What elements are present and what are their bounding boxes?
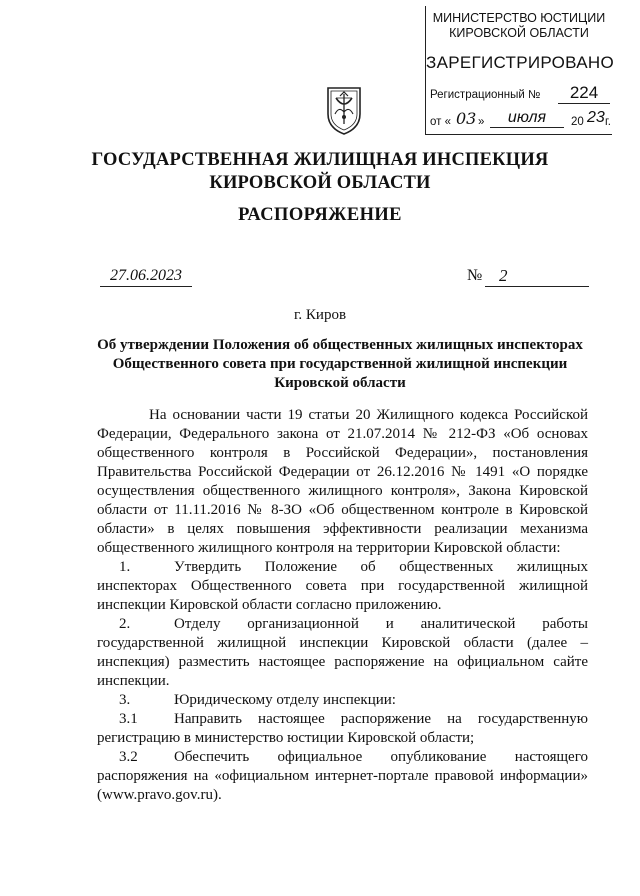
clause-number: 3.1: [119, 711, 138, 727]
clause-text: Юридическому отделу инспекции:: [174, 692, 396, 708]
clause-text: Обеспечить официальное опубликование настоящего распоряжения на «официальном интернет-портале правовой информации» (www.pravo.gov.ru).: [97, 749, 588, 803]
preamble-paragraph: На основании части 19 статьи 20 Жилищного кодекса Российской Федерации, Федерального закона от 21.07.2014 № 212-ФЗ «Об основах общественного контроля в Российской Федерации», постановления Правительства Российской Федерации от 26.12.2016 № 1491 «О порядке осуществления общественного жилищного контроля», Закона Кировской области от 11.11.2016 № 8-ЗО «Об общественном контроле в Кировской области» в целях повышения эффективности реализации механизма общественного жилищного контроля на территории Кировской области:: [97, 407, 588, 556]
registration-stamp: [425, 6, 612, 135]
stamp-date-mid: »: [478, 116, 485, 128]
doc-date: 27.06.2023: [100, 266, 192, 287]
city-line: г. Киров: [293, 307, 347, 323]
clause-text: Отделу организационной и аналитической работы государственной жилищной инспекции Кировской области (далее – инспекция) разместить настоящее распоряжение на официальном сайте инспекции.: [97, 616, 588, 689]
stamp-date-prefix: от «: [430, 116, 452, 128]
stamp-region-line: КИРОВСКОЙ ОБЛАСТИ: [449, 26, 589, 40]
coat-of-arms-icon: [322, 84, 366, 136]
clause-1: [97, 558, 588, 615]
stamp-year-suffix: 23: [587, 109, 605, 126]
clause-number: 2.: [119, 616, 131, 632]
document-body: [97, 406, 588, 805]
clause-2: [97, 615, 588, 691]
clause-text: Направить настоящее распоряжение на государственную регистрацию в министерство юстиции Кировской области;: [97, 711, 588, 746]
stamp-date-day: 03: [456, 109, 477, 128]
stamp-date-month: июля: [490, 109, 564, 128]
doc-number-sign: №: [467, 267, 483, 284]
clause-3-1: [97, 710, 588, 748]
subject-line-3: Кировской области: [274, 375, 406, 391]
subject-line-1: Об утверждении Положения об общественных жилищных инспекторах: [97, 337, 583, 353]
clause-number: 3.: [119, 692, 131, 708]
stamp-year-end: г.: [605, 116, 611, 128]
doc-type-title: РАСПОРЯЖЕНИЕ: [238, 205, 402, 225]
clause-3: [97, 691, 588, 710]
clause-number: 1.: [119, 559, 131, 575]
clause-text: Утвердить Положение об общественных жилищных инспекторах Общественного совета при государственной жилищной инспекции Кировской области согласно приложению.: [97, 559, 588, 613]
org-title-line-2: КИРОВСКОЙ ОБЛАСТИ: [209, 173, 431, 193]
subject-heading: [80, 336, 600, 393]
clause-3-2: [97, 748, 588, 805]
stamp-year-prefix: 20: [571, 116, 584, 128]
stamp-status: ЗАРЕГИСТРИРОВАНО: [426, 53, 614, 72]
stamp-date-row: [430, 109, 611, 128]
stamp-reg-label: Регистрационный №: [430, 89, 541, 101]
stamp-reg-row: [430, 83, 599, 102]
stamp-reg-number: 224: [558, 83, 610, 104]
doc-number: 2: [485, 266, 589, 287]
subject-line-2: Общественного совета при государственной жилищной инспекции: [112, 356, 568, 372]
clause-number: 3.2: [119, 749, 138, 765]
stamp-ministry-line: МИНИСТЕРСТВО ЮСТИЦИИ: [432, 11, 606, 25]
org-title-line-1: ГОСУДАРСТВЕННАЯ ЖИЛИЩНАЯ ИНСПЕКЦИЯ: [91, 150, 549, 170]
